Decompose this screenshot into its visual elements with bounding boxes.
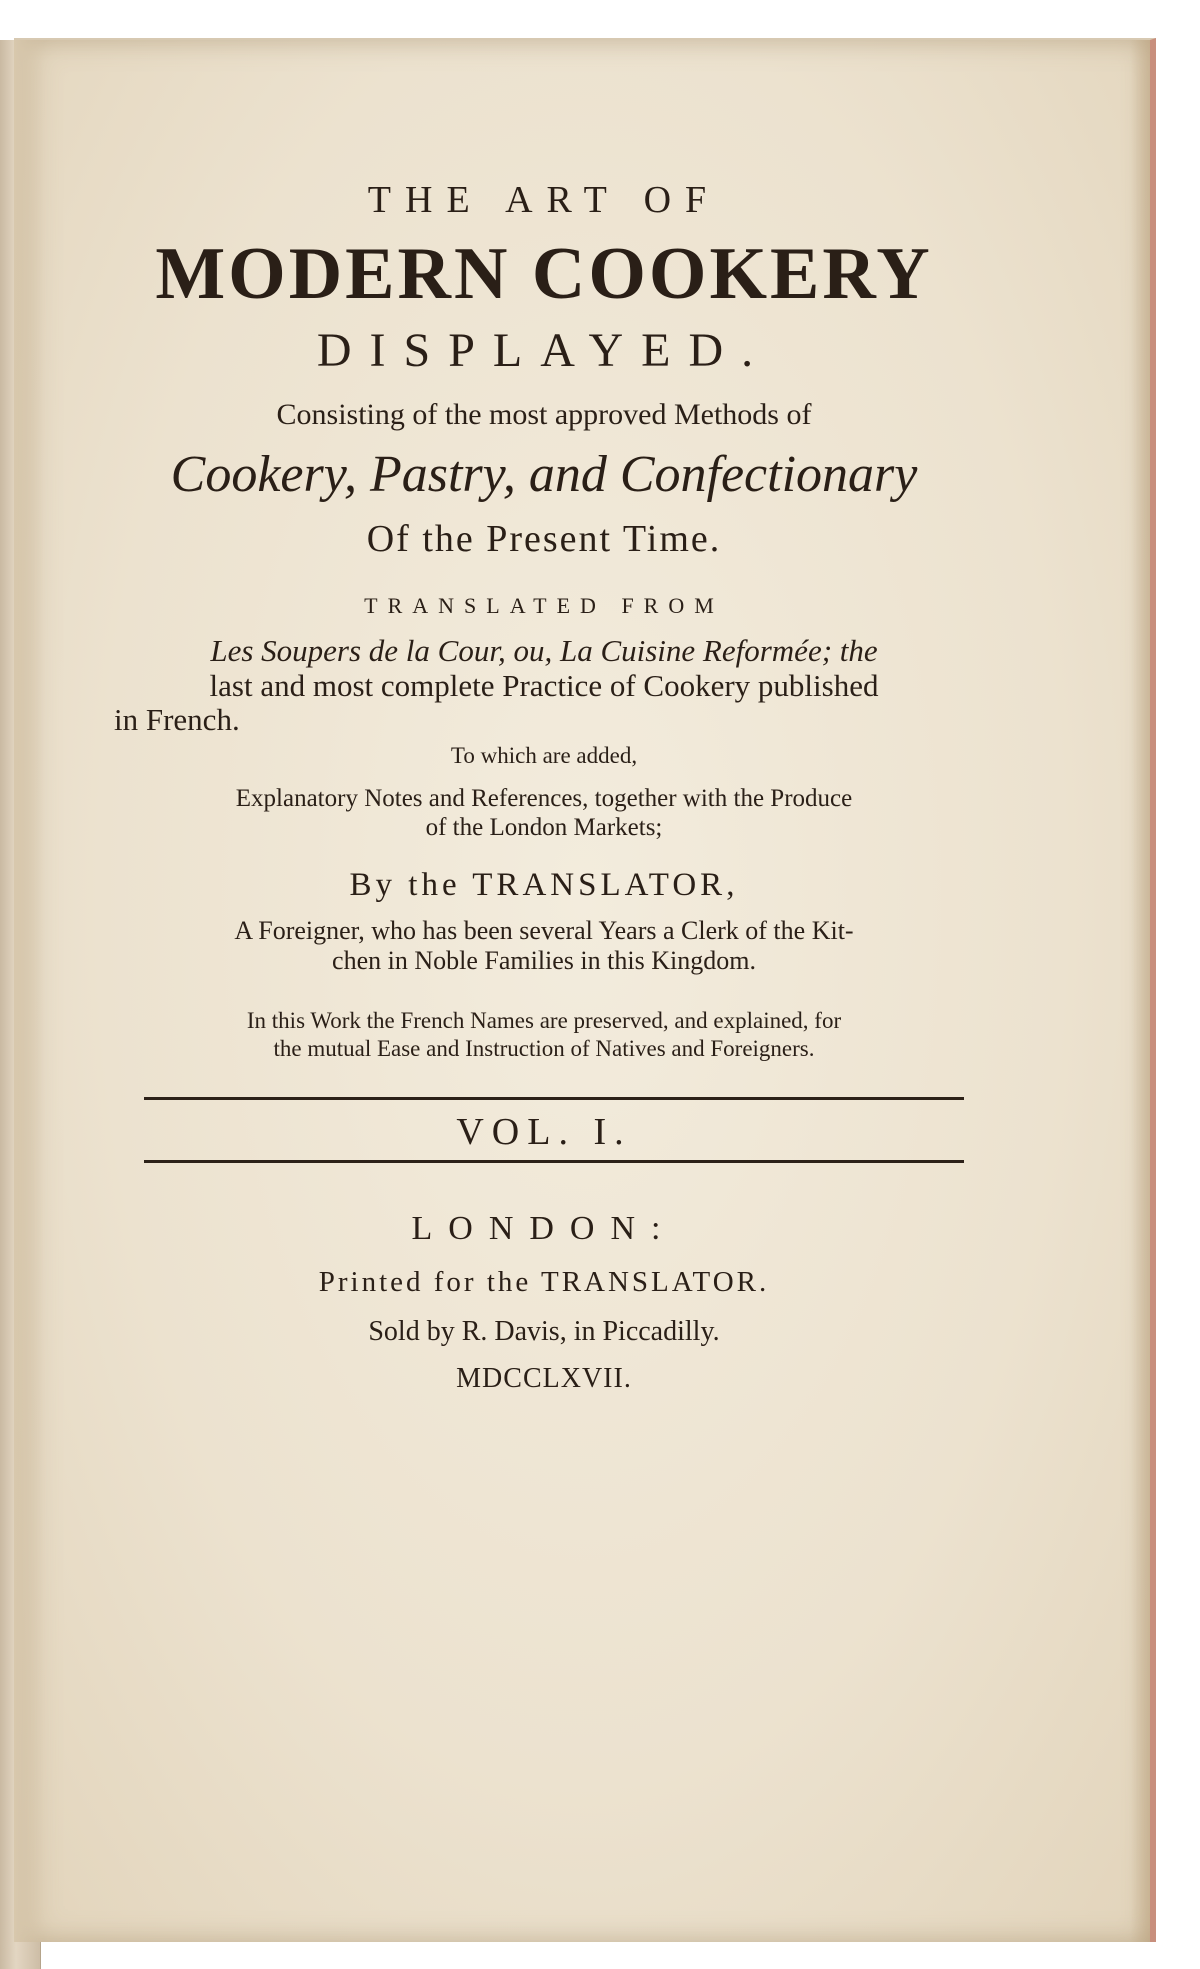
top-rule <box>144 1097 964 1100</box>
added-line-2: of the London Markets; <box>425 814 663 841</box>
volume-label: VOL. I. <box>456 1111 632 1153</box>
note-line-1: In this Work the French Names are preserved, and explained, for <box>246 1008 842 1033</box>
imprint-year: MDCCLXVII. <box>456 1363 632 1394</box>
title-page-content <box>114 40 974 1942</box>
translator-line-1: A Foreigner, who has been several Years a Clerk of the Kit- <box>234 916 854 945</box>
page-gutter-shadow <box>14 40 44 1942</box>
title-page <box>14 38 1156 1942</box>
title-line-1: THE ART OF <box>367 179 721 221</box>
imprint-city: LONDON: <box>411 1210 677 1247</box>
translator-line-2: chen in Noble Families in this Kingdom. <box>332 946 756 975</box>
added-heading: To which are added, <box>450 743 638 768</box>
subtitle-time: Of the Present Time. <box>366 518 722 560</box>
bottom-rule <box>144 1160 964 1163</box>
page-edge-shadow <box>1130 40 1150 1942</box>
translated-heading: TRANSLATED FROM <box>364 593 724 618</box>
translated-source-line-3: in French. <box>114 702 240 737</box>
translated-source-line-1: Les Soupers de la Cour, ou, La Cuisine Reformée; the <box>210 633 878 668</box>
title-line-2: MODERN COOKERY <box>155 233 933 315</box>
title-line-3: DISPLAYED. <box>316 324 772 377</box>
added-line-1: Explanatory Notes and References, together with the Produce <box>235 785 853 812</box>
subtitle-arts: Cookery, Pastry, and Confectionary <box>170 446 918 503</box>
translated-source-line-2: last and most complete Practice of Cookery published <box>209 668 879 703</box>
subtitle-consisting: Consisting of the most approved Methods of <box>276 398 812 431</box>
imprint-sold: Sold by R. Davis, in Piccadilly. <box>368 1316 720 1347</box>
translator-by: By the TRANSLATOR, <box>349 867 739 903</box>
note-line-2: the mutual Ease and Instruction of Natives and Foreigners. <box>273 1036 815 1061</box>
imprint-printed: Printed for the TRANSLATOR. <box>318 1266 770 1298</box>
